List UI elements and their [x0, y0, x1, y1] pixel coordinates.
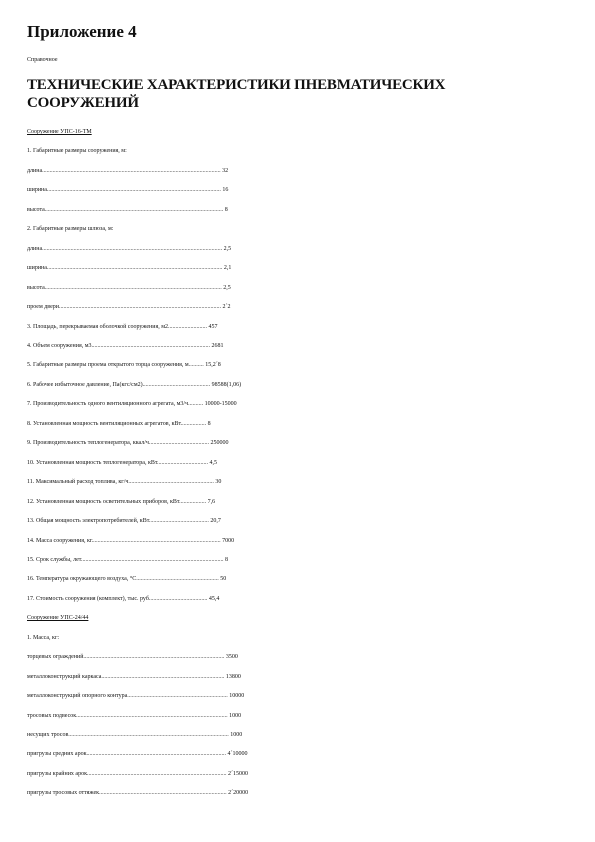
spec-line: 10. Установленная мощность теплогенератора, кВт.................................. 4,5	[27, 459, 218, 466]
spec-line: пригрузы крайних арок............................................................................................. 2´15000	[27, 770, 248, 777]
section-heading: Сооружение УПС-24/44	[27, 615, 89, 622]
spec-line: ширина..................................................................................................................... 2,1	[27, 265, 232, 272]
spec-line: 7. Производительность одного вентиляционного агрегата, м3/ч.......... 10000-15000	[27, 401, 237, 408]
spec-line: высота...................................................................................................................... 2,5	[27, 284, 231, 291]
spec-line: пригрузы средних арок............................................................................................. 4´10000	[27, 751, 248, 758]
spec-line: 1. Масса, кг:	[27, 634, 60, 641]
spec-line: 14. Масса сооружения, кг...................................................................................... 7000	[27, 537, 235, 544]
spec-line: 15. Срок службы, лет............................................................................................... 8	[27, 556, 228, 563]
spec-line: 3. Площадь, перекрываемая оболочкой сооружения, м2.......................... 457	[27, 323, 218, 330]
spec-line: металлоконструкций опорного контура................................................................... 10000	[27, 693, 245, 699]
spec-line: проем двери............................................................................................................ 2´2	[27, 304, 231, 310]
spec-line: 2. Габаритные размеры шлюза, м:	[27, 226, 114, 233]
spec-line: несущих тросов........................................................................................................... 1000	[27, 731, 243, 738]
spec-line: ширина.................................................................................................................... 16	[27, 187, 229, 194]
document-title: ТЕХНИЧЕСКИЕ ХАРАКТЕРИСТИКИ ПНЕВМАТИЧЕСКИХ СООРУЖЕНИЙ	[27, 77, 446, 111]
spec-line: 13. Общая мощность электропотребителей, кВт........................................ 20,7	[27, 518, 221, 524]
spec-line: тросовых подвесок..................................................................................................... 1000	[27, 712, 242, 719]
spec-line: 5. Габаритные размеры проема открытого торца сооружения, м.......... 15,2´8	[27, 362, 221, 369]
spec-line: 16. Температура окружающего воздуха, °С....................................................... 50	[27, 576, 227, 583]
spec-line: длина........................................................................................................................ 2,5	[27, 245, 232, 252]
reference-label: Справочное	[27, 57, 58, 63]
spec-line: высота....................................................................................................................... 8	[27, 206, 228, 213]
spec-line: торцевых ограждений.............................................................................................. 3500	[27, 654, 238, 661]
spec-line: 6. Рабочее избыточное давление, Па(кгс/см2)............................................. 98588(1,06)	[27, 381, 242, 388]
spec-line: 1. Габаритные размеры сооружения, м:	[27, 148, 127, 155]
spec-line: 12. Установленная мощность осветительных приборов, кВт.................. 7,6	[27, 498, 216, 505]
spec-line: 9. Производительность теплогенератора, ккал/ч........................................ 250000	[27, 440, 229, 447]
spec-line: длина....................................................................................................................... 32	[27, 167, 229, 174]
spec-line: 11. Максимальный расход топлива, кг/ч......................................................... 30	[27, 479, 222, 486]
section-heading: Сооружение УПС-16-ТМ	[27, 129, 92, 135]
spec-line: металлоконструкций каркаса.................................................................................. 13800	[27, 673, 241, 680]
spec-line: пригрузы тросовых оттяжек..................................................................................... 2´20000	[27, 790, 249, 797]
appendix-heading: Приложение 4	[27, 22, 137, 41]
spec-line: 17. Стоимость сооружения (комплект), тыс. руб....................................... 45,4	[27, 595, 220, 602]
spec-line: 8. Установленная мощность вентиляционных агрегатов, кВт................. 8	[27, 420, 211, 427]
spec-line: 4. Объем сооружения, м3............................................................................... 2681	[27, 342, 224, 349]
